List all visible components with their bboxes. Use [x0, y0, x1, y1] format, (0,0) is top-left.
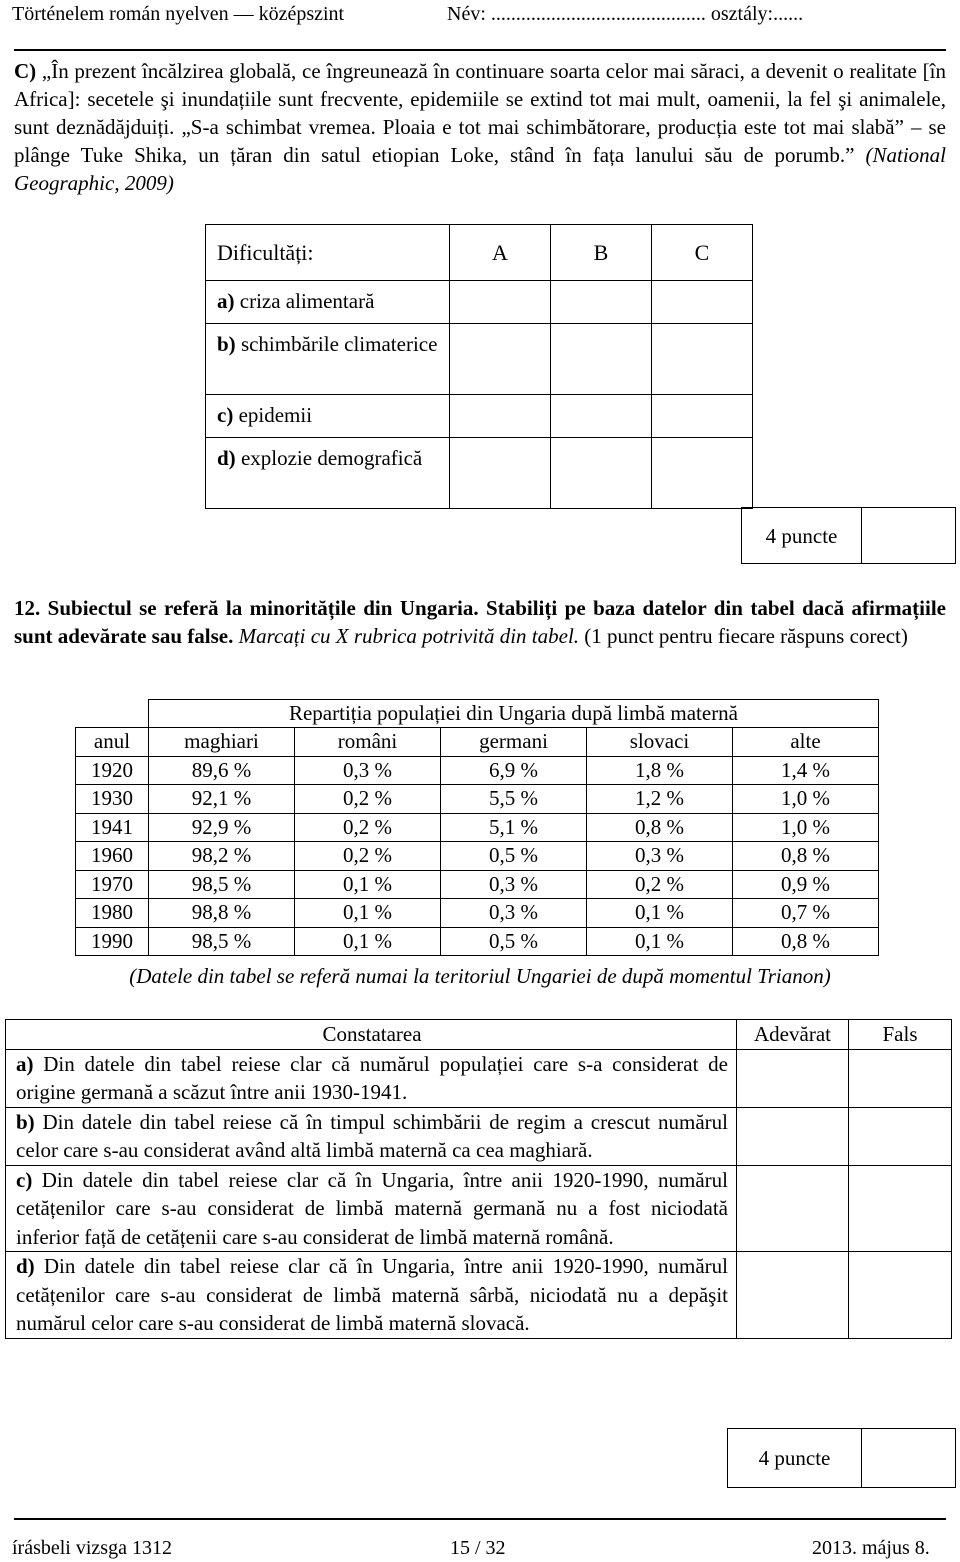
percent-cell: 0,9 % — [733, 870, 879, 899]
col-a-header: A — [450, 225, 551, 281]
false-cell[interactable] — [849, 1049, 952, 1107]
percent-cell: 98,5 % — [149, 870, 295, 899]
source-c-citation: (National Geographic, 2009) — [14, 143, 946, 195]
points-label: 4 puncte — [728, 1429, 862, 1487]
source-c-quote: „În prezent încălzirea globală, ce îngreunează în continuare soarta celor mai săraci, a devenit o realitate [în Africa]: secetele şi inundațiile sunt frecvente, epidemiile se extind tot mai mult, oamenii, la fel şi animalele, sunt deznădăjduiți. „S-a schimbat vremea. Ploaia e tot mai schimbătorare, producția este tot mai slabă” – se plânge Tuke Shika, un țăran din satul etiopian Loke, stând în fața lanului său de porumb.” — [14, 59, 946, 167]
percent-cell: 0,1 % — [295, 870, 441, 899]
answer-cell-c[interactable] — [652, 438, 753, 509]
table-row — [76, 899, 879, 928]
question-number: 12. — [14, 596, 41, 620]
answer-cell-b[interactable] — [551, 438, 652, 509]
percent-cell: 0,5 % — [441, 927, 587, 956]
population-table-note: (Datele din tabel se referă numai la teritoriul Ungariei de după momentul Trianon) — [129, 964, 831, 988]
statement-header: Constatarea — [6, 1020, 737, 1050]
question-marking-hint: Marcați cu X rubrica potrivită din tabel. — [233, 624, 580, 648]
percent-cell: 98,2 % — [149, 842, 295, 871]
answer-cell-c[interactable] — [652, 395, 753, 438]
table-row — [76, 870, 879, 899]
percent-cell: 0,3 % — [441, 899, 587, 928]
true-cell[interactable] — [737, 1107, 849, 1165]
answer-cell-b[interactable] — [551, 281, 652, 324]
percent-cell: 92,9 % — [149, 813, 295, 842]
true-cell[interactable] — [737, 1252, 849, 1339]
footer-page-number: 15 / 32 — [450, 1537, 506, 1559]
percent-cell: 1,4 % — [733, 756, 879, 785]
answer-cell-a[interactable] — [450, 438, 551, 509]
difficulty-row-d: d) explozie demografică — [206, 438, 450, 509]
points-label: 4 puncte — [742, 508, 862, 563]
col-b-header: B — [551, 225, 652, 281]
percent-cell: 0,7 % — [733, 899, 879, 928]
year-cell: 1930 — [76, 785, 149, 814]
percent-cell: 0,2 % — [587, 870, 733, 899]
header-name-class-fields: Név: ........................................... osztály:...... — [447, 3, 804, 25]
percent-cell: 1,8 % — [587, 756, 733, 785]
answer-cell-b[interactable] — [551, 324, 652, 395]
source-c-label: C) — [14, 59, 37, 83]
year-cell: 1960 — [76, 842, 149, 871]
percent-cell: 0,1 % — [295, 927, 441, 956]
table-row — [76, 842, 879, 871]
true-cell[interactable] — [737, 1165, 849, 1252]
answer-cell-a[interactable] — [450, 395, 551, 438]
percent-cell: 5,1 % — [441, 813, 587, 842]
percent-cell: 0,1 % — [587, 899, 733, 928]
question-instruction: Subiectul se referă la minoritățile din Ungaria. Stabiliți pe baza datelor din tabel dacă afirmațiile sunt adevărate sau false. — [14, 596, 946, 648]
percent-cell: 0,8 % — [733, 927, 879, 956]
difficulties-table — [205, 224, 753, 509]
answer-cell-c[interactable] — [652, 324, 753, 395]
percent-cell: 0,8 % — [587, 813, 733, 842]
population-table — [75, 699, 879, 956]
percent-cell: 0,2 % — [295, 813, 441, 842]
year-cell: 1980 — [76, 899, 149, 928]
column-header: anul — [76, 728, 149, 757]
header-subject: Történelem román nyelven — középszint — [12, 3, 345, 25]
percent-cell: 6,9 % — [441, 756, 587, 785]
percent-cell: 0,5 % — [441, 842, 587, 871]
points-score-cell[interactable] — [862, 508, 955, 563]
statement-row-c: c) Din datele din tabel reiese clar că în Ungaria, între anii 1920-1990, numărul cetățenilor care s-au considerat de limbă maternă germană nu a fost niciodată inferior față de cetățenii care s-au considerat de limbă maternă română. — [6, 1165, 737, 1252]
source-c-text — [14, 57, 946, 197]
true-header: Adevărat — [737, 1020, 849, 1050]
percent-cell: 89,6 % — [149, 756, 295, 785]
points-box — [741, 507, 956, 564]
footer-rule — [14, 1518, 946, 1520]
table-row — [76, 813, 879, 842]
population-table-caption: Repartiția populației din Ungaria după limbă maternă — [149, 700, 879, 728]
percent-cell: 0,8 % — [733, 842, 879, 871]
false-cell[interactable] — [849, 1107, 952, 1165]
year-cell: 1941 — [76, 813, 149, 842]
year-cell: 1920 — [76, 756, 149, 785]
question-12 — [14, 594, 946, 650]
difficulty-row-b: b) schimbările climaterice — [206, 324, 450, 395]
answer-cell-b[interactable] — [551, 395, 652, 438]
difficulty-row-c: c) epidemii — [206, 395, 450, 438]
answer-cell-c[interactable] — [652, 281, 753, 324]
percent-cell: 1,2 % — [587, 785, 733, 814]
table-row — [76, 756, 879, 785]
statements-table — [5, 1019, 952, 1339]
year-cell: 1990 — [76, 927, 149, 956]
table-row — [76, 927, 879, 956]
percent-cell: 5,5 % — [441, 785, 587, 814]
percent-cell: 0,1 % — [587, 927, 733, 956]
percent-cell: 1,0 % — [733, 813, 879, 842]
year-cell: 1970 — [76, 870, 149, 899]
column-header: slovaci — [587, 728, 733, 757]
column-header: alte — [733, 728, 879, 757]
percent-cell: 98,5 % — [149, 927, 295, 956]
column-header: germani — [441, 728, 587, 757]
percent-cell: 0,2 % — [295, 785, 441, 814]
true-cell[interactable] — [737, 1049, 849, 1107]
percent-cell: 0,3 % — [587, 842, 733, 871]
footer-exam-code: írásbeli vizsga 1312 — [12, 1537, 172, 1559]
statement-row-b: b) Din datele din tabel reiese că în timpul schimbării de regim a crescut numărul celor care s-au considerat având altă limbă maternă ca cea maghiară. — [6, 1107, 737, 1165]
footer-date: 2013. május 8. — [812, 1537, 930, 1559]
percent-cell: 0,3 % — [441, 870, 587, 899]
false-cell[interactable] — [849, 1165, 952, 1252]
difficulties-header: Dificultăți: — [206, 225, 450, 281]
false-header: Fals — [849, 1020, 952, 1050]
percent-cell: 0,2 % — [295, 842, 441, 871]
question-scoring: (1 punct pentru fiecare răspuns corect) — [579, 624, 908, 648]
header-rule — [14, 49, 946, 51]
false-cell[interactable] — [849, 1252, 952, 1339]
percent-cell: 0,3 % — [295, 756, 441, 785]
col-c-header: C — [652, 225, 753, 281]
column-header: maghiari — [149, 728, 295, 757]
statement-row-a: a) Din datele din tabel reiese clar că numărul populației care s-a considerat de origine germană a scăzut între anii 1930-1941. — [6, 1049, 737, 1107]
points-box — [727, 1428, 956, 1488]
page-header — [0, 0, 960, 30]
table-row — [76, 785, 879, 814]
statement-row-d: d) Din datele din tabel reiese clar că în Ungaria, între anii 1920-1990, numărul cetățenilor care s-au considerat de limbă maternă sârbă, niciodată nu a depăşit numărul celor care s-au considerat de limbă maternă slovacă. — [6, 1252, 737, 1339]
percent-cell: 98,8 % — [149, 899, 295, 928]
answer-cell-a[interactable] — [450, 324, 551, 395]
points-score-cell[interactable] — [862, 1429, 955, 1487]
percent-cell: 1,0 % — [733, 785, 879, 814]
column-header: români — [295, 728, 441, 757]
difficulty-row-a: a) criza alimentară — [206, 281, 450, 324]
percent-cell: 92,1 % — [149, 785, 295, 814]
percent-cell: 0,1 % — [295, 899, 441, 928]
answer-cell-a[interactable] — [450, 281, 551, 324]
